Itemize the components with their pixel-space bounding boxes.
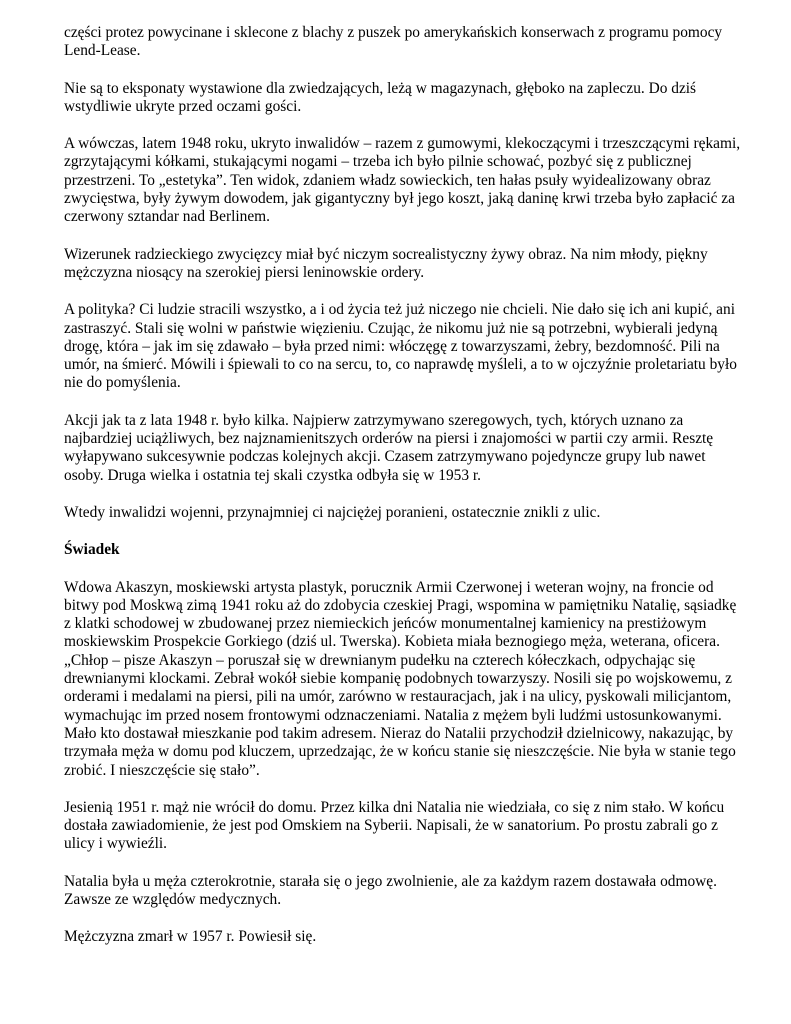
paragraph-zmarl-1957: Mężczyzna zmarł w 1957 r. Powiesił się. — [64, 928, 317, 946]
paragraph-inwalidzi-znikli: Wtedy inwalidzi wojenni, przynajmniej ci najciężej poranieni, ostatecznie znikli z ulic. — [64, 503, 601, 521]
paragraph-natalia-u-meza: Natalia była u męża czterokrotnie, starała się o jego zwolnienie, ale za każdym razem dostawała odmowę. Zawsze ze względów medycznych. — [64, 872, 717, 908]
paragraph-protezy: części protez powycinane i sklecone z blachy z puszek po amerykańskich konserwach z programu pomocy Lend-Lease. — [64, 24, 723, 60]
paragraph-lato-1948: A wówczas, latem 1948 roku, ukryto inwalidów – razem z gumowymi, klekoczącymi i trzeszczącymi rękami, zgrzytającymi kółkami, stukającymi nogami – trzeba ich było pilnie schować, pozbyć się z publicznej przestrzeni. To „estetyka”. Ten widok, zdaniem władz sowieckich, ten hałas psuły wyidealizowany obraz zwycięstwa, były żywym dowodem, jak gigantyczny był jego koszt, jaką daninę krwi trzeba było zapłacić za czerwony sztandar nad Berlinem. — [64, 135, 741, 226]
paragraph-wdowa-akaszyn: Wdowa Akaszyn, moskiewski artysta plastyk, porucznik Armii Czerwonej i weteran wojny, na froncie od bitwy pod Moskwą zimą 1941 roku aż do zdobycia czeskiej Pragi, wspomina w pamiętniku Natalię, sąsiadkę z klatki schodowej w zbudowanej przez niemieckich jeńców monumentalnej kamienicy na prestiżowym moskiewskim Prospekcie Gorkiego (dziś ul. Twerska). Kobieta miała beznogiego męża, weterana, oficera. „Chłop – pisze Akaszyn – poruszał się w drewnianym pudełku na czterech kółeczkach, odpychając się drewnianymi klockami. Zebrał wokół siebie kompanię podobnych towarzyszy. Nosili się po wojskowemu, z orderami i medalami na piersi, pili na umór, zarówno w restauracjach, jak i na ulicy, pyskowali milicjantom, wymachując im przed nosem frontowymi odznaczeniami. Natalia z mężem byli ludźmi ustosunkowanymi. Mało kto dostawał mieszkanie pod takim adresem. Nieraz do Natalii przychodził dzielnicowy, nakazując, by trzymała męża w domu pod kluczem, uprzedzając, że w końcu stanie się nieszczęście. Nie była w stanie tego zrobić. I nieszczęście się stało”. — [64, 578, 737, 779]
paragraph-eksponaty: Nie są to eksponaty wystawione dla zwiedzających, leżą w magazynach, głęboko na zapleczu. Do dziś wstydliwie ukryte przed oczami gości. — [64, 79, 697, 115]
paragraph-jesien-1951: Jesienią 1951 r. mąż nie wrócił do domu. Przez kilka dni Natalia nie wiedziała, co się z nim stało. W końcu dostała zawiadomienie, że jest pod Omskiem na Syberii. Napisali, że w sanatorium. Po prostu zabrali go z ulicy i wywieźli. — [64, 798, 725, 853]
paragraph-wizerunek: Wizerunek radzieckiego zwycięzcy miał być niczym socrealistyczny żywy obraz. Na nim młody, piękny mężczyzna niosący na szerokiej piersi leninowskie ordery. — [64, 245, 708, 281]
paragraph-akcje: Akcji jak ta z lata 1948 r. było kilka. Najpierw zatrzymywano szeregowych, tych, których uznano za najbardziej uciążliwych, bez najznamienitszych orderów na piersi i znajomości w partii czy armii. Resztę wyłapywano sukcesywnie podczas kolejnych akcji. Czasem zatrzymywano pojedyncze grupy lub nawet osoby. Druga wielka i ostatnia tej skali czystka odbyła się w 1953 r. — [64, 411, 714, 484]
document-page — [64, 24, 742, 966]
section-heading: Świadek — [64, 541, 120, 559]
paragraph-polityka: A polityka? Ci ludzie stracili wszystko, a i od życia też już niczego nie chcieli. Nie dało się ich ani kupić, ani zastraszyć. Stali się wolni w państwie więzieniu. Czując, że nikomu już nie są potrzebni, wybierali jedyną drogę, która – jak im się zdawało – była przed nimi: włóczęgę z towarzyszami, żebry, bezdomność. Pili na umór, na śmierć. Mówili i śpiewali to co na sercu, to, co naprawdę myśleli, a to w ojczyźnie proletariatu było nie do pomyślenia. — [64, 301, 737, 392]
